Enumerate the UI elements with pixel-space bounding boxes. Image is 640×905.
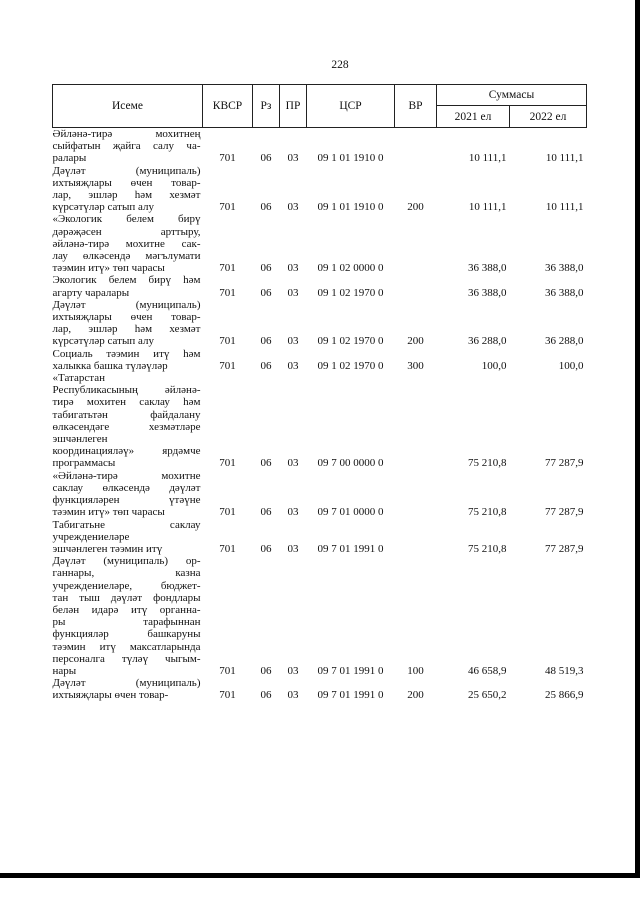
cell-vr: 300 [407, 359, 424, 372]
name-line: функцияләр башкаруны [52, 628, 201, 641]
table-row [53, 519, 587, 556]
name-line: күрсәтүләр сатып алу [52, 201, 154, 214]
name-line: тан тыш дәүләт фондлары [52, 591, 201, 604]
cell-csr: 09 7 01 0000 0 [317, 506, 384, 519]
name-line: тәэмин итү максатларында [52, 640, 201, 653]
name-line: эшчәнлеген [52, 433, 108, 446]
name-line: «Әйләнә-тирә мохитне [52, 469, 201, 482]
cell-kvsr: 701 [219, 542, 236, 555]
name-line: халыкка башка түләүләр [52, 359, 168, 372]
cell-rz: 06 [260, 359, 272, 372]
name-line: Дәүләт (муниципаль) [52, 164, 201, 177]
cell-amount-2021: 10 111,1 [468, 152, 507, 165]
cell-pr: 03 [287, 689, 299, 702]
header-year-2021: 2021 ел [437, 106, 510, 128]
cell-amount-2021: 36 388,0 [468, 262, 507, 275]
cell-vr [395, 519, 437, 556]
name-line: лау өлкәсендә мәгълумати [52, 250, 201, 263]
cell-rz: 06 [260, 689, 272, 702]
cell-amount-2022: 77 287,9 [545, 457, 584, 470]
cell-rz: 06 [260, 542, 272, 555]
cell-rz: 06 [260, 152, 272, 165]
table-row [53, 213, 587, 274]
table-row [53, 348, 587, 372]
cell-kvsr: 701 [219, 335, 236, 348]
cell-name [53, 470, 203, 519]
cell-csr: 09 7 01 1991 0 [317, 664, 384, 677]
cell-pr: 03 [287, 152, 299, 165]
name-line: ихтыяҗлары өчен товар- [52, 689, 169, 702]
cell-amount-2021: 75 210,8 [468, 457, 507, 470]
name-line: ралары [52, 152, 87, 165]
cell-pr: 03 [287, 262, 299, 275]
cell-rz: 06 [260, 664, 272, 677]
cell-rz: 06 [260, 506, 272, 519]
cell-csr: 09 7 01 1991 0 [317, 542, 384, 555]
cell-csr: 09 1 02 1970 0 [317, 359, 384, 372]
scan-edge-bottom [0, 873, 640, 878]
name-line: Социаль тәэмин итү һәм [52, 347, 201, 360]
header-kvsr: КВСР [203, 85, 253, 128]
cell-name [53, 372, 203, 470]
cell-amount-2021: 25 650,2 [468, 689, 507, 702]
name-line: Дәүләт (муниципаль) ор- [52, 555, 201, 568]
name-line: лар, эшләр һәм хезмәт [52, 189, 201, 202]
name-line: ихтыяҗлары өчен товар- [52, 176, 201, 189]
name-line: «Экологик белем бирү [52, 213, 201, 226]
cell-kvsr: 701 [219, 201, 236, 214]
scan-edge-right [635, 0, 640, 878]
budget-table [52, 84, 587, 702]
cell-amount-2022: 36 388,0 [545, 286, 584, 299]
cell-amount-2021: 46 658,9 [468, 664, 507, 677]
name-line: учреждениеләре [52, 530, 130, 543]
name-line: программасы [52, 457, 116, 470]
name-line: Дәүләт (муниципаль) [52, 677, 201, 690]
cell-csr: 09 7 00 0000 0 [317, 457, 384, 470]
name-line: функцияләрен үтәүне [52, 494, 201, 507]
cell-amount-2021: 10 111,1 [468, 201, 507, 214]
cell-kvsr: 701 [219, 286, 236, 299]
table-row [53, 470, 587, 519]
cell-vr [395, 274, 437, 298]
cell-pr: 03 [287, 335, 299, 348]
name-line: нары [52, 664, 77, 677]
name-line: тәэмин итү» төп чарасы [52, 262, 165, 275]
name-line: Дәүләт (муниципаль) [52, 298, 201, 311]
name-line: өлкәсендәге хезмәтләре [52, 420, 201, 433]
cell-amount-2022: 25 866,9 [545, 689, 584, 702]
cell-amount-2022: 77 287,9 [545, 542, 584, 555]
cell-name [53, 165, 203, 214]
cell-pr: 03 [287, 542, 299, 555]
cell-csr: 09 7 01 1991 0 [317, 689, 384, 702]
cell-vr: 200 [407, 689, 424, 702]
cell-rz: 06 [260, 262, 272, 275]
cell-amount-2022: 36 388,0 [545, 262, 584, 275]
cell-amount-2022: 77 287,9 [545, 506, 584, 519]
name-line: эшчәнлеген тәэмин итү [52, 542, 163, 555]
cell-kvsr: 701 [219, 359, 236, 372]
cell-name [53, 299, 203, 348]
cell-vr [395, 213, 437, 274]
table-row [53, 299, 587, 348]
cell-name [53, 677, 203, 701]
name-line: учреждениеләре, бюджет- [52, 579, 201, 592]
name-line: әйләнә-тирә мохитне сак- [52, 237, 201, 250]
header-rz: Рз [253, 85, 280, 128]
cell-vr [395, 470, 437, 519]
cell-vr [395, 128, 437, 165]
header-name: Исеме [53, 85, 203, 128]
name-line: саклау өлкәсендә дәүләт [52, 481, 201, 494]
cell-amount-2022: 10 111,1 [545, 152, 584, 165]
cell-amount-2021: 100,0 [481, 359, 507, 372]
cell-pr: 03 [287, 506, 299, 519]
name-line: ганнары, казна [52, 567, 201, 580]
cell-amount-2022: 48 519,3 [545, 664, 584, 677]
cell-kvsr: 701 [219, 664, 236, 677]
cell-amount-2022: 100,0 [558, 359, 584, 372]
cell-pr: 03 [287, 286, 299, 299]
cell-name [53, 555, 203, 677]
cell-kvsr: 701 [219, 262, 236, 275]
name-line: ихтыяҗлары өчен товар- [52, 311, 201, 324]
cell-rz: 06 [260, 201, 272, 214]
name-line: тәэмин итү» төп чарасы [52, 506, 165, 519]
cell-csr: 09 1 01 1910 0 [317, 152, 384, 165]
cell-kvsr: 701 [219, 689, 236, 702]
name-line: персоналга түләү чыгым- [52, 652, 201, 665]
name-line: белән идарә итү органна- [52, 603, 201, 616]
cell-pr: 03 [287, 201, 299, 214]
cell-name [53, 274, 203, 298]
table-row [53, 128, 587, 165]
cell-rz: 06 [260, 286, 272, 299]
cell-pr: 03 [287, 664, 299, 677]
cell-amount-2021: 75 210,8 [468, 506, 507, 519]
cell-vr [395, 372, 437, 470]
name-line: Республикасының әйләнә- [52, 384, 201, 397]
cell-name [53, 519, 203, 556]
cell-name [53, 128, 203, 165]
cell-rz: 06 [260, 457, 272, 470]
name-line: күрсәтүләр сатып алу [52, 335, 154, 348]
name-line: агарту чаралары [52, 286, 130, 299]
header-year-2022: 2022 ел [510, 106, 587, 128]
header-vr: ВР [395, 85, 437, 128]
cell-amount-2022: 36 288,0 [545, 335, 584, 348]
name-line: дәрәҗәсен арттыру, [52, 225, 201, 238]
cell-rz: 06 [260, 335, 272, 348]
table-row [53, 555, 587, 677]
cell-kvsr: 701 [219, 506, 236, 519]
cell-pr: 03 [287, 457, 299, 470]
cell-csr: 09 1 02 0000 0 [317, 262, 384, 275]
name-line: тирә мохитен саклау һәм [52, 396, 201, 409]
name-line: лар, эшләр һәм хезмәт [52, 323, 201, 336]
name-line: сыйфатын җайга салу ча- [52, 140, 201, 153]
name-line: табигатьтән файдалану [52, 408, 201, 421]
header-sums: Суммасы [437, 85, 587, 106]
table-row [53, 372, 587, 470]
cell-vr: 200 [407, 335, 424, 348]
cell-vr: 100 [407, 664, 424, 677]
header-csr: ЦСР [307, 85, 395, 128]
name-line: Экологик белем бирү һәм [52, 274, 201, 287]
page-number: 228 [331, 59, 349, 71]
name-line: Табигатьне саклау [52, 518, 201, 531]
cell-name [53, 348, 203, 372]
cell-vr: 200 [407, 201, 424, 214]
name-line: «Татарстан [52, 372, 105, 385]
cell-amount-2022: 10 111,1 [545, 201, 584, 214]
table-row [53, 274, 587, 298]
cell-amount-2021: 75 210,8 [468, 542, 507, 555]
cell-csr: 09 1 02 1970 0 [317, 286, 384, 299]
header-pr: ПР [280, 85, 307, 128]
cell-kvsr: 701 [219, 152, 236, 165]
table-row [53, 677, 587, 701]
cell-pr: 03 [287, 359, 299, 372]
name-line: Әйләнә-тирә мохитнең [52, 128, 201, 140]
cell-csr: 09 1 02 1970 0 [317, 335, 384, 348]
name-line: ры тарафыннан [52, 616, 201, 629]
cell-amount-2021: 36 388,0 [468, 286, 507, 299]
table-row [53, 165, 587, 214]
cell-amount-2021: 36 288,0 [468, 335, 507, 348]
name-line: координацияләү» ярдәмче [52, 445, 201, 458]
cell-csr: 09 1 01 1910 0 [317, 201, 384, 214]
cell-kvsr: 701 [219, 457, 236, 470]
cell-name [53, 213, 203, 274]
